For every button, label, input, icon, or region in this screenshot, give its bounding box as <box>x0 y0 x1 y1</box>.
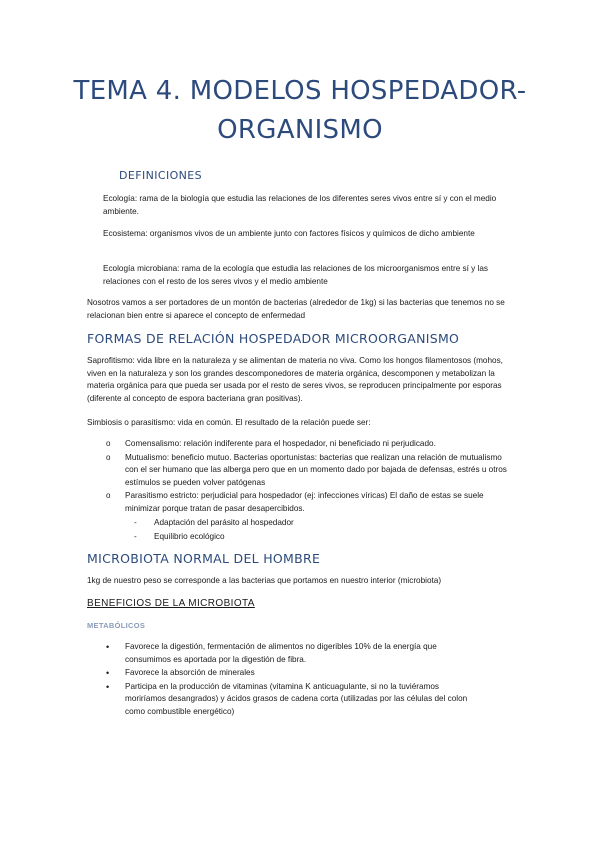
dash-bullet-icon: - <box>134 518 137 527</box>
list-item: o Parasitismo estricto: perjudicial para hospedador (ej: infecciones víricas) El daño de estas se suele minimizar porque tratan de pasar desapercibidos. <box>106 491 484 513</box>
section-heading-beneficios: BENEFICIOS DE LA MICROBIOTA <box>87 598 255 609</box>
section-heading-formas: FORMAS DE RELACIÓN HOSPEDADOR MICROORGANISMO <box>87 331 460 346</box>
list-item: o Mutualismo: beneficio mutuo. Bacterias oportunistas: bacterias que realizan una relación de mutualismo con el ser humano que las alberga pero que en un momento dado por bajada de defensas, estrés u otros estímulos se pueden volver patógenas <box>106 452 507 487</box>
definition-ecologia: Ecología: rama de la biología que estudia las relaciones de los diferentes seres vivos entre sí y con el medio ambiente. <box>103 194 497 216</box>
list-item: • Participa en la producción de vitaminas (vitamina K anticuagulante, si no la tuviéramos moriríamos desangrados) y ácidos grasos de cadena corta (utilizadas por las células del colon como combustible energético) <box>106 681 468 716</box>
saprofitismo-paragraph: Saprofitismo: vida libre en la naturaleza y se alimentan de materia no viva. Como los hongos filamentosos (mohos, viven en la naturaleza y son los grandes descomponedores de materia orgánica, descomponen y metabolizan la materia orgánica para que pueda ser usada por el resto de seres vivos, se reproducen principalmente por esporas (diferente al concepto de espora bacteriana gran positivas). <box>87 356 503 403</box>
relation-types-list <box>101 438 511 517</box>
subheading-metabolicos: METABÓLICOS <box>87 621 146 630</box>
list-item: • Favorece la digestión, fermentación de alimentos no digeribles 10% de la energía que consumimos es aportada por la digestión de fibra. <box>106 642 437 664</box>
simbiosis-paragraph: Simbiosis o parasitismo: vida en común. El resultado de la relación puede ser: <box>87 418 371 427</box>
section-heading-microbiota: MICROBIOTA NORMAL DEL HOMBRE <box>87 551 321 566</box>
dot-bullet-icon: • <box>106 642 110 652</box>
intro-paragraph: Nosotros vamos a ser portadores de un montón de bacterias (alrededor de 1kg) si las bacterias que tenemos no se relacionan bien entre si aparece el concepto de enfermedad <box>87 298 505 320</box>
page-title <box>60 76 540 145</box>
section-heading-definiciones: DEFINICIONES <box>119 169 203 182</box>
benefits-list <box>101 641 476 720</box>
dash-bullet-icon: - <box>134 531 137 541</box>
page-title-line-2: ORGANISMO <box>217 115 383 145</box>
dot-bullet-icon: • <box>106 668 110 679</box>
list-item: - Equilibrio ecológico <box>130 531 430 544</box>
circle-bullet-icon: o <box>106 439 111 448</box>
page-title-line-1: TEMA 4. MODELOS HOSPEDADOR- <box>73 76 527 106</box>
dot-bullet-icon: • <box>106 681 110 692</box>
list-item: • Favorece la absorción de minerales <box>106 668 255 679</box>
list-item: o Comensalismo: relación indiferente para el hospedador, ni beneficiado ni perjudicado. <box>101 438 511 451</box>
definition-ecologia-microbiana: Ecología microbiana: rama de la ecología que estudia las relaciones de los microorganismos entre sí y las relaciones con el resto de los seres vivos y el medio ambiente <box>103 264 489 286</box>
list-item: - Adaptación del parásito al hospedador <box>130 517 430 530</box>
parasitism-sublist <box>130 517 430 544</box>
circle-bullet-icon: o <box>106 452 111 462</box>
microbiota-paragraph: 1kg de nuestro peso se corresponde a las bacterias que portamos en nuestro interior (microbiota) <box>87 576 442 585</box>
circle-bullet-icon: o <box>106 491 111 501</box>
definition-ecosistema: Ecosistema: organismos vivos de un ambiente junto con factores físicos y químicos de dicho ambiente <box>103 229 475 238</box>
